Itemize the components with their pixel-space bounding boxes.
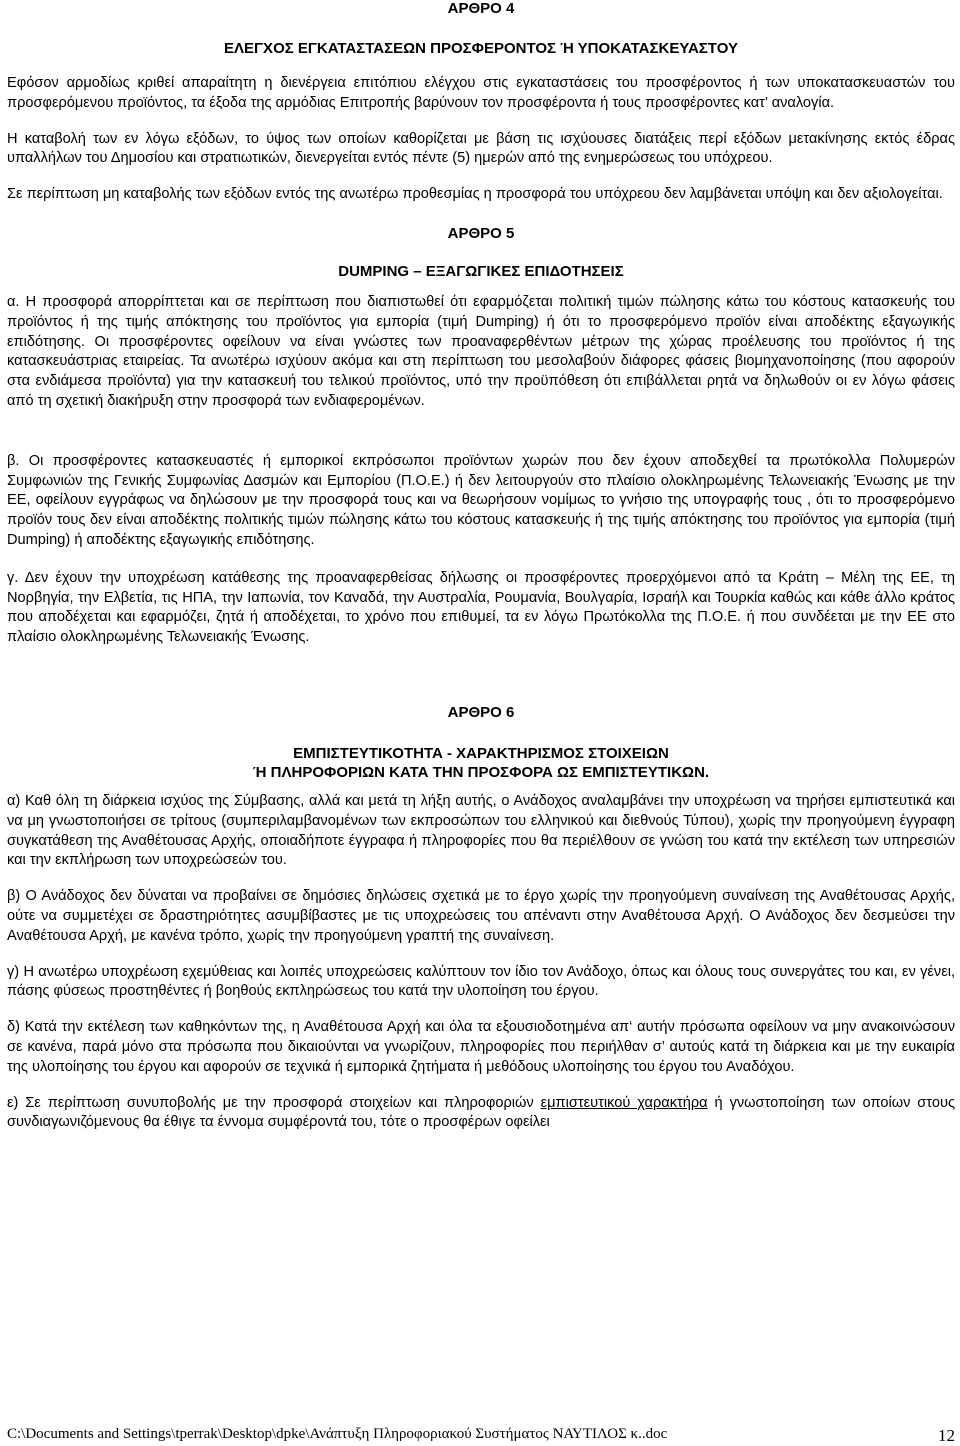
page-number: 12 xyxy=(938,1426,955,1445)
article6-paragraph-d: δ) Κατά την εκτέλεση των καθηκόντων της, η Αναθέτουσα Αρχή και όλα τα εξουσιοδοτημένα απ‘ αυτήν πρόσωπα οφείλουν να μην ανακοινώσουν σε κανένα, παρά μόνο στα πρόσωπα που δικαιούνται να γνωρίζουν, πληροφορίες που περιήλθαν σ’ αυτούς κατά τη διάρκεια και με την ευκαιρία της υλοποίησης του έργου και αφορούν σε τεχνικά ή εμπορικά ζητήματα ή μεθόδους υλοποίησης του έργου του Αναδόχου. xyxy=(7,1019,955,1075)
article6-paragraph-e xyxy=(7,1094,955,1134)
article6-paragraph-b: β) Ο Ανάδοχος δεν δύναται να προβαίνει σε δημόσιες δηλώσεις σχετικά με το έργο χωρίς την προηγούμενη συναίνεση της Αναθέτουσας Αρχής, ούτε να συμμετέχει σε δραστηριότητες ασυμβίβαστες με τις υποχρεώσεις του απέναντι στην Αναθέτουσα Αρχή. Ο Ανάδοχος δεν δεσμεύσει την Αναθέτουσα Αρχή, με κανένα τρόπο, χωρίς την προηγούμενη γραπτή της συναίνεση. xyxy=(7,888,955,944)
page-footer xyxy=(7,1422,955,1446)
article4-subheading: ΕΛΕΓΧΟΣ ΕΓΚΑΤΑΣΤΑΣΕΩΝ ΠΡΟΣΦΕΡΟΝΤΟΣ Ή ΥΠΟΚΑΤΑΣΚΕΥΑΣΤΟΥ xyxy=(224,40,738,57)
article5-paragraph-b: β. Οι προσφέροντες κατασκευαστές ή εμπορικοί εκπρόσωποι προϊόντων χωρών που δεν έχουν αποδεχθεί τα πρωτόκολλα Πολυμερών Συμφωνιών της Γενικής Συμφωνίας Δασμών και Εμπορίου (Π.Ο.Ε.) ή δεν λειτουργούν στο πλαίσιο ολοκληρωμένης Τελωνειακής Ένωσης με την ΕΕ, οφείλουν εγγράφως να δηλώσουν με την προσφορά τους και να θεωρήσουν νομίμως το γνήσιο της υπογραφής τους , ότι το προσφερόμενο προϊόν τους δεν είναι αποδέκτης πολιτικής τιμών πώλησης κάτω του κόστους κατασκευής ή της τιμής απόκτησης του προϊόντος για εμπορία (τιμή Dumping) ή αποδέκτης εξαγωγικής επιδότησης. xyxy=(7,452,955,548)
article6-paragraph-a: α) Καθ όλη τη διάρκεια ισχύος της Σύμβασης, αλλά και μετά τη λήξη αυτής, ο Ανάδοχος αναλαμβάνει την υποχρέωση να τηρήσει εμπιστευτικά και να μη γνωστοποιήσει σε τρίτους (συμπεριλαμβανομένων των εκπροσώπων του ελληνικού και διεθνούς Τύπου), χωρίς την προηγούμενη έγγραφη συγκατάθεση της Αναθέτουσας Αρχής, οποιαδήποτε έγγραφα ή πληροφορίες που θα περιέλθουν σε γνώση του κατά την εκτέλεση των υπηρεσιών και την εκπλήρωση των υποχρεώσεών του. xyxy=(7,792,955,869)
article6-heading: ΑΡΘΡΟ 6 xyxy=(447,703,515,721)
article6-subheading-2: Ή ΠΛΗΡΟΦΟΡΙΩΝ ΚΑΤΑ ΤΗΝ ΠΡΟΣΦΟΡΑ ΩΣ ΕΜΠΙΣΤΕΥΤΙΚΩΝ. xyxy=(252,763,710,781)
article4-paragraph-1: Εφόσον αρμοδίως κριθεί απαραίτητη η διενέργεια επιτόπιου ελέγχου στις εγκαταστάσεις του προσφέροντος ή των υποκατασκευαστών του προσφερόμενου προϊόντος, τα έξοδα της αρμόδιας Επιτροπής βαρύνουν τον προσφέροντα ή τους προσφέροντες κατ’ αναλογία. xyxy=(7,75,955,111)
article5-subheading: DUMPING – ΕΞΑΓΩΓΙΚΕΣ ΕΠΙΔΟΤΗΣΕΙΣ xyxy=(338,262,624,280)
article5-paragraph-a: α. Η προσφορά απορρίπτεται και σε περίπτωση που διαπιστωθεί ότι εφαρμόζεται πολιτική τιμών πώλησης κάτω του κόστους κατασκευής του προϊόντος ή της τιμής απόκτησης του προϊόντος για εμπορία (τιμή Dumping) ή ότι το προσφερόμενο προϊόν είναι αποδέκτης εξαγωγικής επιδότησης. Οι προσφέροντες οφείλουν να είναι γνώστες των προαναφερθέντων μέτρων της χώρας προέλευσης του προϊόντος ή της κατασκευάστριας εταιρείας. Τα ανωτέρω ισχύουν ακόμα και στη περίπτωση του μεσολαβούν διάφορες φάσεις βιομηχανοποίησης (που αφορούν στα ενδιάμεσα προϊόντα) για την κατασκευή του τελικού προϊόντος, υπό την προϋπόθεση ότι επιβάλλεται ρητά να δηλωθούν οι εν λόγω φάσεις από τη σχετική διακήρυξη στην προσφορά των ενδιαφερομένων. xyxy=(7,293,955,409)
article4-heading: ΑΡΘΡΟ 4 xyxy=(447,0,515,17)
article6-paragraph-e-start: ε) Σε περίπτωση συνυποβολής με την προσφορά στοιχείων και πληροφοριών xyxy=(7,1094,541,1111)
document-body xyxy=(7,0,955,1133)
article6-paragraph-c: γ) Η ανωτέρω υποχρέωση εχεμύθειας και λοιπές υποχρεώσεις καλύπτουν τον ίδιο τον Ανάδοχο, όπως και όλους τους συνεργάτες του και, εν γένει, πάσης φύσεως προστηθέντες ή βοηθούς εκπληρώσεως του κατά την υλοποίηση του έργου. xyxy=(7,963,955,1000)
article5-heading: ΑΡΘΡΟ 5 xyxy=(447,224,515,242)
article5-paragraph-c: γ. Δεν έχουν την υποχρέωση κατάθεσης της προαναφερθείσας δήλωσης οι προσφέροντες προερχόμενοι από τα Κράτη – Μέλη της ΕΕ, τη Νορβηγία, την Ελβετία, τις ΗΠΑ, την Ιαπωνία, τον Καναδά, την Αυστραλία, Ρουμανία, Βουλγαρία, Ισραήλ και Τουρκία καθώς και κάθε άλλο κράτος που αποδέχεται και εφαρμόζει, ζητά ή αποδέχεται, το χρόνο που επιθυμεί, τα εν λόγω Πρωτόκολλα της Π.Ο.Ε. ή που συνδέεται με την ΕΕ στο πλαίσιο ολοκληρωμένης Τελωνειακής Ένωσης. xyxy=(7,569,955,646)
article6-paragraph-e-end: ή γνωστοποίηση των οποίων στους συνδιαγωνιζόμενους θα έθιγε τα έννομα συμφέροντά του, τότε ο προσφέρων οφείλει xyxy=(7,1094,955,1131)
article4-paragraph-2: Η καταβολή των εν λόγω εξόδων, το ύψος των οποίων καθορίζεται με βάση τις ισχύουσες διατάξεις περί εξόδων μετακίνησης εκτός έδρας υπαλλήλων του Δημοσίου και στρατιωτικών, διενεργείται εντός πέντε (5) ημερών από της ενημερώσεως του υπόχρεου. xyxy=(7,130,955,167)
article6-subheading-1: ΕΜΠΙΣΤΕΥΤΙΚΟΤΗΤΑ - ΧΑΡΑΚΤΗΡΙΣΜΟΣ ΣΤΟΙΧΕΙΩΝ xyxy=(293,744,669,762)
confidential-character-underlined: εμπιστευτικού χαρακτήρα xyxy=(540,1094,708,1111)
article4-paragraph-3: Σε περίπτωση μη καταβολής των εξόδων εντός της ανωτέρω προθεσμίας η προσφορά του υπόχρεου δεν λαμβάνεται υπόψη και δεν αξιολογείται. xyxy=(7,186,943,203)
footer-file-path: C:\Documents and Settings\tperrak\Desktop\dpke\Ανάπτυξη Πληροφοριακού Συστήματος ΝΑΥΤΙΛΟΣ κ..doc xyxy=(7,1426,668,1442)
